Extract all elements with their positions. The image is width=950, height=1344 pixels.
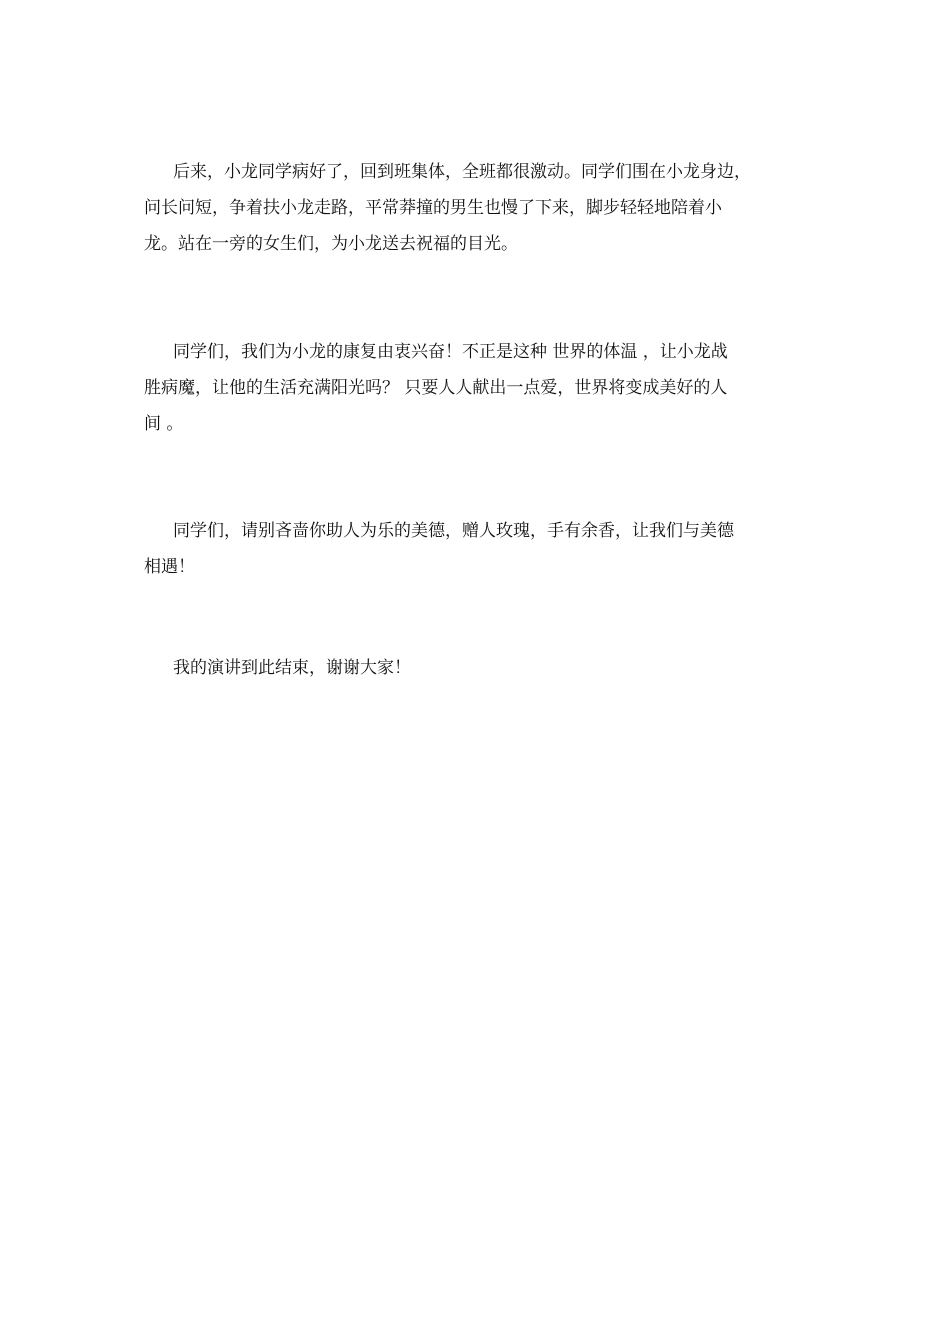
paragraph-recovery xyxy=(144,154,810,262)
paragraph-line: 同学们，我们为小龙的康复由衷兴奋！不正是这种 世界的体温 ，让小龙战 xyxy=(173,342,728,362)
paragraph-line: 龙。站在一旁的女生们，为小龙送去祝福的目光。 xyxy=(144,234,518,254)
paragraph-line: 我的演讲到此结束，谢谢大家！ xyxy=(173,658,411,678)
paragraph-closing xyxy=(144,650,810,686)
paragraph-line: 间 。 xyxy=(144,414,184,434)
paragraph-line: 同学们，请别吝啬你助人为乐的美德，赠人玫瑰，手有余香，让我们与美德 xyxy=(173,521,734,541)
paragraph-virtue xyxy=(144,513,810,585)
paragraph-warmth xyxy=(144,334,810,442)
paragraph-line: 问长问短，争着扶小龙走路，平常莽撞的男生也慢了下来，脚步轻轻地陪着小 xyxy=(144,198,722,218)
paragraph-line: 相遇！ xyxy=(144,557,195,577)
paragraph-line: 胜病魔，让他的生活充满阳光吗？ 只要人人献出一点爱，世界将变成美好的人 xyxy=(144,378,728,398)
paragraph-line: 后来，小龙同学病好了，回到班集体，全班都很激动。同学们围在小龙身边， xyxy=(173,162,751,182)
